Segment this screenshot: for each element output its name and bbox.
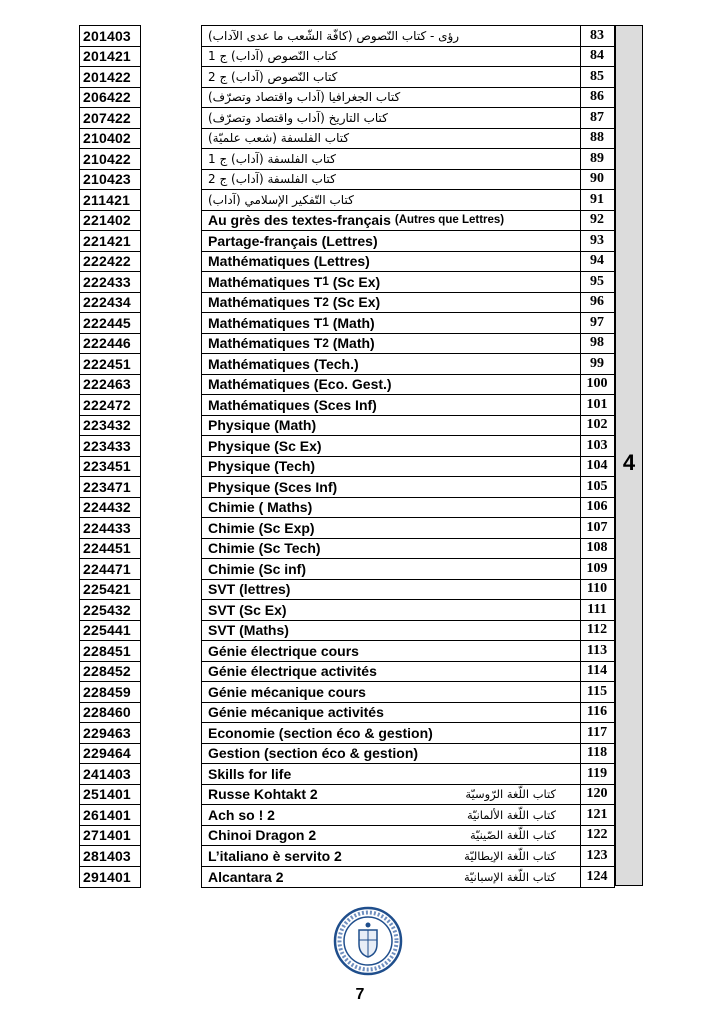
book-title-text: SVT (Sc Ex)	[208, 601, 287, 618]
book-title-cell	[202, 846, 580, 867]
book-code-cell: 228452	[80, 662, 140, 683]
book-code-cell: 225432	[80, 600, 140, 621]
book-code-cell: 291401	[83, 868, 131, 885]
book-title-cell	[202, 703, 580, 724]
book-title-cell	[202, 559, 580, 580]
book-title-text: Economie (section éco & gestion)	[208, 724, 433, 741]
book-title-text: Physique (Tech)	[208, 458, 316, 475]
book-title-arabic: كتاب اللّغة الإيطاليّة	[464, 848, 556, 863]
book-code-cell: 211421	[80, 190, 140, 211]
book-title-cell	[202, 313, 580, 334]
book-title-cell	[202, 211, 580, 232]
book-number-cell: 106	[580, 498, 614, 519]
book-title-text: Mathématiques T	[208, 294, 323, 311]
book-number-cell: 83	[580, 26, 614, 47]
book-title-text: Skills for life	[208, 765, 292, 782]
book-title-cell	[202, 641, 580, 662]
book-title-french: Chinoi Dragon 2	[208, 827, 317, 844]
book-title-text: Mathématiques (Sces Inf)	[208, 396, 377, 413]
book-title-cell	[202, 416, 580, 437]
book-number-cell: 109	[580, 559, 614, 580]
book-number-cell: 95	[580, 272, 614, 293]
ministry-seal-icon	[333, 906, 403, 976]
book-title-cell: كتاب الجغرافيا (آداب واقتصاد وتصرّف)	[202, 88, 580, 109]
book-number-cell: 122	[580, 826, 614, 847]
book-code-cell: 206422	[80, 88, 140, 109]
book-title-cell	[202, 354, 580, 375]
book-number-cell: 104	[580, 457, 614, 478]
book-code-cell: 229463	[80, 723, 140, 744]
book-title-cell: كتاب الفلسفة (آداب) ج 2	[202, 170, 580, 191]
title-column	[201, 25, 581, 888]
book-code-cell: 251401	[80, 785, 140, 806]
book-code-cell: 222463	[80, 375, 140, 396]
book-title-cell	[202, 334, 580, 355]
book-title-subscript: 2	[322, 295, 329, 309]
book-title-text: Génie mécanique activités	[208, 704, 384, 721]
book-title-french: Alcantara 2	[208, 868, 284, 885]
book-number-cell: 85	[580, 67, 614, 88]
book-code-cell: 224451	[80, 539, 140, 560]
book-number-cell: 94	[580, 252, 614, 273]
book-code-cell: 210402	[80, 129, 140, 150]
book-title-suffix: (Sc Ex)	[328, 273, 381, 290]
book-title-suffix: (Sc Ex)	[328, 294, 381, 311]
book-title-subscript: 1	[322, 275, 329, 289]
book-code-cell: 210422	[80, 149, 140, 170]
book-number-cell: 99	[580, 354, 614, 375]
book-title-text: SVT (Maths)	[208, 622, 289, 639]
book-code-cell: 222434	[80, 293, 140, 314]
book-number-cell: 123	[580, 846, 614, 867]
level-column	[615, 25, 643, 886]
book-number-cell: 111	[580, 600, 614, 621]
book-number-cell: 87	[580, 108, 614, 129]
book-title-cell: كتاب النّصوص (آداب) ج 2	[202, 67, 580, 88]
book-code-cell: 228460	[80, 703, 140, 724]
code-column	[79, 25, 141, 888]
book-number-cell: 120	[580, 785, 614, 806]
book-title-cell	[202, 395, 580, 416]
book-title-arabic: كتاب اللّغة الرّوسيّة	[465, 787, 556, 802]
book-number-cell: 96	[580, 293, 614, 314]
book-title-cell	[202, 539, 580, 560]
book-title-text: Mathématiques (Tech.)	[208, 355, 359, 372]
book-number-cell: 119	[580, 764, 614, 785]
book-code-cell: 222422	[80, 252, 140, 273]
book-title-french: Russe Kohtakt 2	[208, 786, 318, 803]
book-title-cell	[202, 600, 580, 621]
book-title-suffix: (Math)	[328, 335, 375, 352]
book-title-text: Physique (Math)	[208, 417, 317, 434]
book-code-cell: 201403	[80, 26, 140, 47]
book-title-text: Physique (Sc Ex)	[208, 437, 322, 454]
book-title-cell: كتاب النّصوص (آداب) ج 1	[202, 47, 580, 68]
book-code-cell: 222433	[80, 272, 140, 293]
number-column	[580, 25, 615, 888]
book-title-text: SVT (lettres)	[208, 581, 291, 598]
book-code-cell: 228459	[80, 682, 140, 703]
book-number-cell: 116	[580, 703, 614, 724]
book-code-cell: 224432	[80, 498, 140, 519]
book-title-cell	[202, 272, 580, 293]
book-number-cell: 112	[580, 621, 614, 642]
book-number-cell: 101	[580, 395, 614, 416]
book-title-note: (Autres que Lettres)	[394, 214, 505, 227]
book-title-text: Au grès des textes-français	[208, 212, 391, 229]
book-code-cell: 261401	[80, 805, 140, 826]
book-title-text: Chimie ( Maths)	[208, 499, 313, 516]
book-title-french: L’italiano è servito 2	[208, 847, 342, 864]
book-number-cell: 88	[580, 129, 614, 150]
book-title-cell	[202, 867, 580, 888]
book-title-cell: كتاب التاريخ (آداب واقتصاد وتصرّف)	[202, 108, 580, 129]
book-code-cell: 201421	[80, 47, 140, 68]
book-number-cell: 102	[580, 416, 614, 437]
book-title-cell	[202, 764, 580, 785]
book-number-cell: 115	[580, 682, 614, 703]
book-title-text: Génie électrique cours	[208, 642, 359, 659]
book-title-cell	[202, 744, 580, 765]
book-code-cell: 207422	[80, 108, 140, 129]
book-title-cell	[202, 580, 580, 601]
book-number-cell: 117	[580, 723, 614, 744]
book-code-cell: 221402	[80, 211, 140, 232]
book-number-cell: 86	[580, 88, 614, 109]
book-number-cell: 121	[580, 805, 614, 826]
book-title-cell	[202, 805, 580, 826]
book-title-cell	[202, 826, 580, 847]
book-number-cell: 98	[580, 334, 614, 355]
book-title-cell	[202, 785, 580, 806]
book-code-cell: 271401	[80, 826, 140, 847]
book-code-cell: 223432	[80, 416, 140, 437]
book-title-text: Chimie (Sc Exp)	[208, 519, 315, 536]
book-title-cell	[202, 723, 580, 744]
book-code-cell: 223471	[80, 477, 140, 498]
page-number: 7	[355, 986, 365, 1003]
book-title-cell	[202, 477, 580, 498]
book-title-text: Gestion (section éco & gestion)	[208, 745, 419, 762]
book-title-cell	[202, 457, 580, 478]
book-title-cell: رؤى - كتاب النّصوص (كافّة الشّعب ما عدى الآداب)	[202, 26, 580, 47]
book-number-cell: 100	[580, 375, 614, 396]
book-code-cell: 225441	[80, 621, 140, 642]
book-title-text: Génie mécanique cours	[208, 683, 366, 700]
book-code-cell: 201422	[80, 67, 140, 88]
book-title-cell	[202, 621, 580, 642]
book-number-cell: 114	[580, 662, 614, 683]
book-code-cell: 224471	[80, 559, 140, 580]
book-title-cell	[202, 293, 580, 314]
book-number-cell: 110	[580, 580, 614, 601]
book-title-text: Chimie (Sc inf)	[208, 560, 307, 577]
book-number-cell: 84	[580, 47, 614, 68]
book-code-cell: 228451	[80, 641, 140, 662]
book-number-cell: 89	[580, 149, 614, 170]
book-number-cell: 103	[580, 436, 614, 457]
book-number-cell: 107	[580, 518, 614, 539]
book-title-text: Chimie (Sc Tech)	[208, 540, 321, 557]
book-title-cell	[202, 662, 580, 683]
book-title-suffix: (Math)	[328, 314, 375, 331]
book-number-cell: 90	[580, 170, 614, 191]
book-title-cell	[202, 518, 580, 539]
book-code-cell: 222451	[80, 354, 140, 375]
book-code-cell: 222446	[80, 334, 140, 355]
level-number: 4	[622, 450, 636, 475]
book-title-cell	[202, 252, 580, 273]
book-code-cell: 241403	[80, 764, 140, 785]
book-title-text: Mathématiques T	[208, 314, 323, 331]
book-code-cell: 281403	[80, 846, 140, 867]
book-title-cell	[202, 231, 580, 252]
book-number-cell: 124	[586, 868, 608, 884]
book-title-text: Mathématiques (Eco. Gest.)	[208, 376, 392, 393]
book-title-text: Partage-français (Lettres)	[208, 232, 378, 249]
book-title-cell	[202, 682, 580, 703]
book-title-cell	[202, 375, 580, 396]
book-number-cell: 118	[580, 744, 614, 765]
book-title-arabic: كتاب اللّغة الألمانيّة	[466, 807, 556, 822]
book-code-cell: 221421	[80, 231, 140, 252]
book-code-cell: 224433	[80, 518, 140, 539]
book-number-cell: 105	[580, 477, 614, 498]
book-code-cell: 210423	[80, 170, 140, 191]
book-title-text: Physique (Sces Inf)	[208, 478, 338, 495]
book-title-french: Ach so ! 2	[208, 806, 275, 823]
book-title-text: Mathématiques T	[208, 273, 323, 290]
book-title-arabic: كتاب اللّغة الإسبانيّة	[463, 869, 556, 884]
book-number-cell: 97	[580, 313, 614, 334]
book-title-cell	[202, 498, 580, 519]
book-code-cell: 222472	[80, 395, 140, 416]
book-title-subscript: 1	[322, 316, 329, 330]
book-number-cell: 91	[580, 190, 614, 211]
book-title-text: Génie électrique activités	[208, 663, 377, 680]
book-code-cell: 222445	[80, 313, 140, 334]
book-number-cell: 108	[580, 539, 614, 560]
book-code-cell: 225421	[80, 580, 140, 601]
book-code-cell: 223433	[80, 436, 140, 457]
book-title-cell: كتاب التّفكير الإسلامي (آداب)	[202, 190, 580, 211]
book-code-cell: 223451	[80, 457, 140, 478]
book-number-cell: 92	[580, 211, 614, 232]
book-title-subscript: 2	[322, 336, 329, 350]
book-code-cell: 229464	[80, 744, 140, 765]
book-title-text: Mathématiques T	[208, 335, 323, 352]
book-number-cell: 93	[580, 231, 614, 252]
book-title-arabic: كتاب اللّغة الصّينيّة	[469, 828, 556, 843]
book-title-cell	[202, 436, 580, 457]
book-title-text: Mathématiques (Lettres)	[208, 253, 370, 270]
book-title-cell: كتاب الفلسفة (شعب علميّة)	[202, 129, 580, 150]
book-title-cell: كتاب الفلسفة (آداب) ج 1	[202, 149, 580, 170]
book-number-cell: 113	[580, 641, 614, 662]
